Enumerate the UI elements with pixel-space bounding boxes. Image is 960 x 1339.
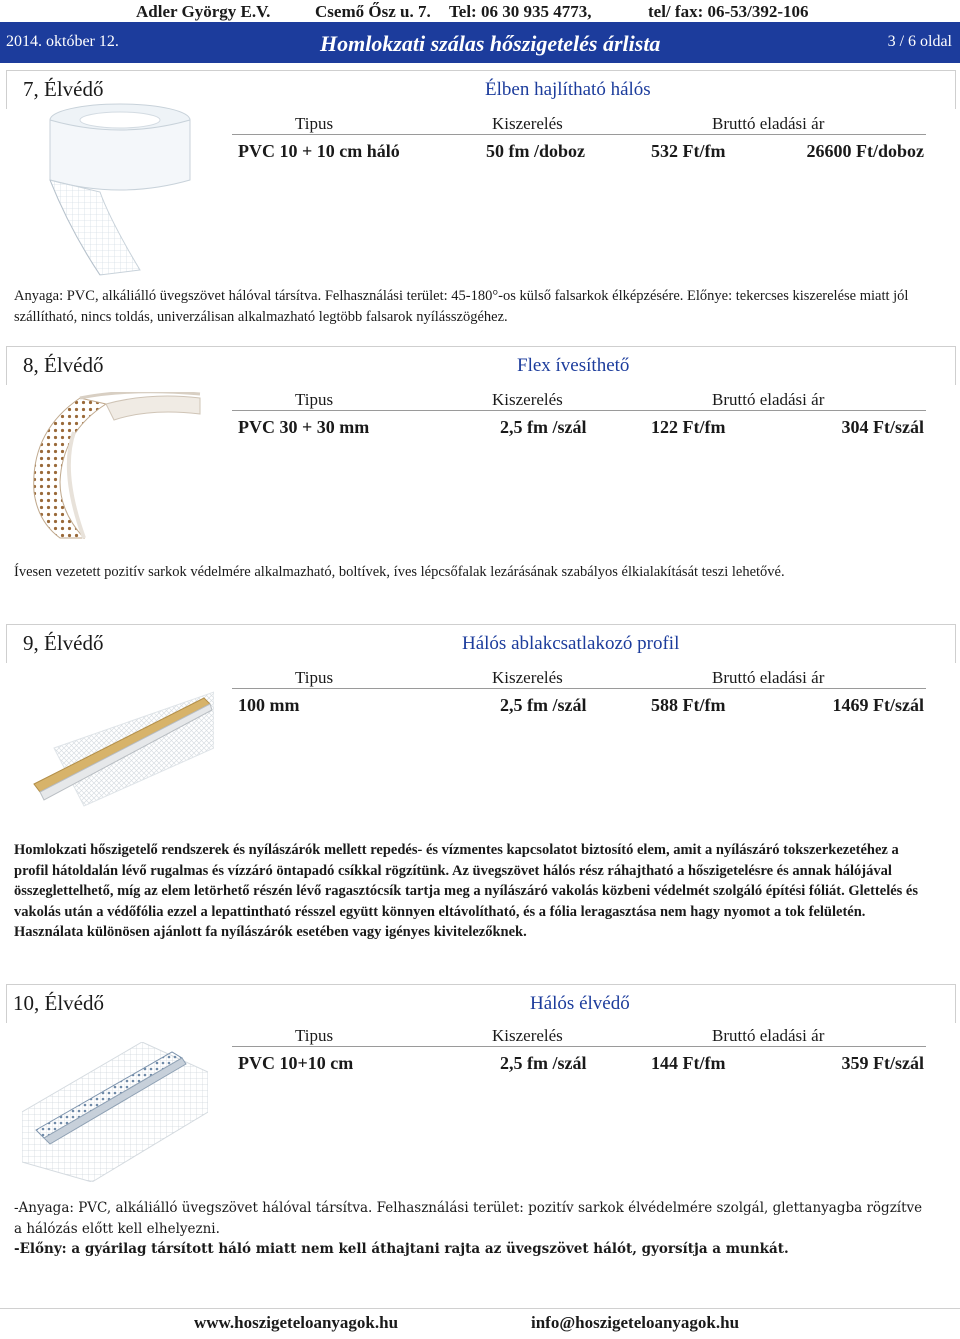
product-7-total: 26600 Ft/doboz [806, 141, 924, 161]
product-8-type: PVC 30 + 30 mm [238, 417, 370, 437]
product-9-col-pack: Kiszerelés [492, 668, 563, 687]
product-10-unit-price: 144 Ft/fm [651, 1053, 726, 1073]
product-8-col-type: Tipus [295, 390, 334, 409]
product-10-col-pack: Kiszerelés [492, 1026, 563, 1045]
product-10-description: -Anyaga: PVC, alkáliálló üvegszövet hálóval társítva. Felhasználási terület: pozitív sarkok élvédelmére szolgál, glettanyagba rögzítve a hálózás előtt kell elhelyezni. [14, 1200, 923, 1237]
product-8-description: Ívesen vezetett pozitív sarkok védelmére alkalmazható, boltívek, íves lépcsőfalak lezárásának szabályos élkialakítását teszi lehetővé. [14, 564, 785, 580]
product-10-pack: 2,5 fm /szál [500, 1053, 587, 1073]
document-title: Homlokzati szálas hőszigetelés árlista [320, 31, 661, 56]
product-7-description: Anyaga: PVC, alkáliálló üvegszövet hálóval társítva. Felhasználási terület: 45-180°-os külső falsarkok élképzésére. Előnye: tekercses kiszerelése miatt jól szállítható, nincs toldás, univerzálisan alkalmazható legtöbb falsarok nyílásszögéhez. [14, 288, 909, 325]
page-number: 3 / 6 oldal [887, 33, 952, 50]
product-7-col-price: Bruttó eladási ár [712, 114, 825, 133]
product-10-subtitle: Hálós élvédő [530, 993, 630, 1014]
product-9-total: 1469 Ft/szál [832, 695, 924, 715]
company-address: Csemő Ősz u. 7. [315, 2, 431, 21]
product-7-col-type: Tipus [295, 114, 334, 133]
product-7-col-pack: Kiszerelés [492, 114, 563, 133]
footer-email-link[interactable]: info@hoszigeteloanyagok.hu [531, 1313, 740, 1332]
product-10-number: 10, Élvédő [13, 991, 104, 1015]
product-8-total: 304 Ft/szál [841, 417, 924, 437]
product-7-pack: 50 fm /doboz [486, 141, 585, 161]
product-7-header-rule [232, 134, 926, 135]
product-8-col-price: Bruttó eladási ár [712, 390, 825, 409]
product-9-pack: 2,5 fm /szál [500, 695, 587, 715]
product-7-type: PVC 10 + 10 cm háló [238, 141, 400, 161]
product-8-title-box [6, 346, 956, 385]
product-9-subtitle: Hálós ablakcsatlakozó profil [462, 633, 680, 654]
product-8-number: 8, Élvédő [23, 353, 104, 377]
product-8-unit-price: 122 Ft/fm [651, 417, 726, 437]
product-9-col-type: Tipus [295, 668, 334, 687]
product-8-header-rule [232, 410, 926, 411]
product-8-pack: 2,5 fm /szál [500, 417, 587, 437]
mesh-corner-bead-image [22, 1042, 208, 1182]
product-7-subtitle: Élben hajlítható hálós [485, 79, 651, 100]
flex-corner-bead-image [10, 392, 202, 540]
document-date: 2014. október 12. [6, 33, 119, 50]
product-10-col-type: Tipus [295, 1026, 334, 1045]
product-10-title-box [6, 984, 956, 1023]
product-10-total: 359 Ft/szál [841, 1053, 924, 1073]
footer-rule [0, 1308, 960, 1309]
mesh-roll-image [30, 100, 202, 280]
product-8-col-pack: Kiszerelés [492, 390, 563, 409]
header-band [0, 22, 960, 63]
product-9-description: Homlokzati hőszigetelő rendszerek és nyílászárók mellett repedés- és vízmentes kapcsolatot biztosító elem, amit a nyílászáró tokszerkezetéhez a profil hátoldalán lévő rugalmas és vízzáró öntapadó csíkkal rögzítünk. Az üvegszövet hálós rész ráhajtható a hőszigetelésre és annak hálójával összeglettelhető, míg az elem letörhető részén lévő ragasztócsík tartja meg a nyílászáró vakolás közbeni védelmét szolgáló építési fóliát. Glettelés és vakolás után a védőfólia ezzel a lepattintható résszel együtt könnyen eltávolítható, és a fólia leragasztása nem hagy nyomot a tok felületén. Használata különösen ajánlott fa nyílászárók esetében vagy igényes kivitelezőknek. [14, 842, 918, 940]
product-10-col-price: Bruttó eladási ár [712, 1026, 825, 1045]
footer-website-link[interactable]: www.hoszigeteloanyagok.hu [194, 1313, 399, 1332]
product-9-title-box [6, 624, 956, 663]
product-9-type: 100 mm [238, 695, 300, 715]
product-7-unit-price: 532 Ft/fm [651, 141, 726, 161]
product-10-type: PVC 10+10 cm [238, 1053, 354, 1073]
product-10-description-2: -Előny: a gyárilag társított háló miatt nem kell áthajtani rajta az üvegszövet hálót, gyorsítja a munkát. [14, 1241, 789, 1257]
header-contact-line [0, 0, 960, 22]
company-phone: Tel: 06 30 935 4773, [449, 2, 592, 21]
company-fax: tel/ fax: 06-53/392-106 [648, 2, 809, 21]
company-name: Adler György E.V. [136, 2, 271, 21]
product-9-header-rule [232, 688, 926, 689]
window-profile-image [14, 688, 214, 810]
product-8-subtitle: Flex ívesíthető [517, 355, 630, 376]
product-10-header-rule [232, 1046, 926, 1047]
product-9-unit-price: 588 Ft/fm [651, 695, 726, 715]
product-9-number: 9, Élvédő [23, 631, 104, 655]
product-7-number: 7, Élvédő [23, 77, 104, 101]
product-9-col-price: Bruttó eladási ár [712, 668, 825, 687]
